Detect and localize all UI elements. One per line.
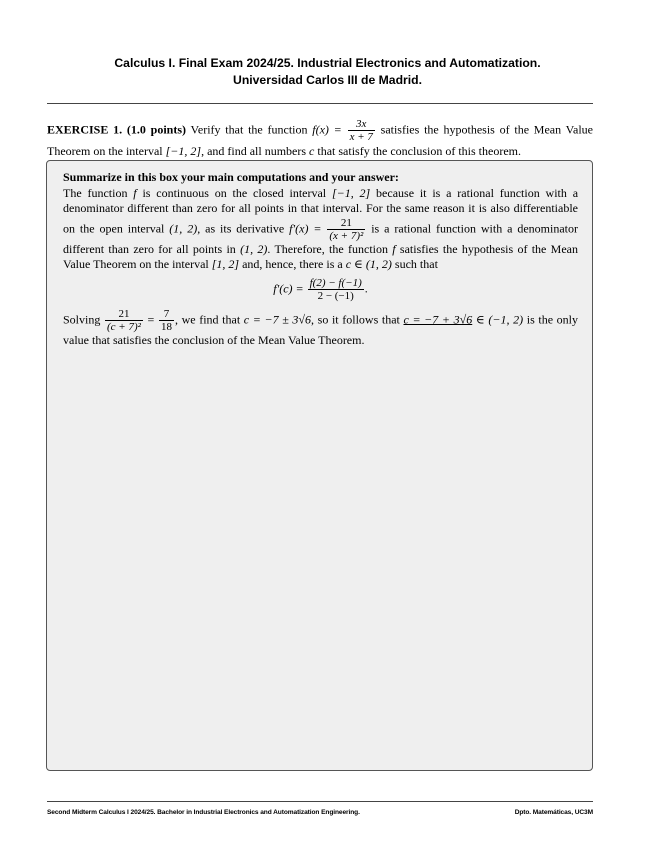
answer-box <box>46 160 593 771</box>
derivative-fraction <box>327 217 365 242</box>
function-fraction <box>348 118 375 143</box>
header-title: Calculus I. Final Exam 2024/25. Industrial Electronics and Automatization. <box>114 56 541 70</box>
final-answer: c = −7 + 3√6 <box>403 311 473 326</box>
fraction-denominator: 18 <box>160 320 172 333</box>
fraction-numerator: 21 <box>105 308 143 321</box>
answer-text: is continuous on the closed interval <box>136 185 332 200</box>
interval: [−1, 2] <box>165 144 202 158</box>
fraction-numerator: f(2) − f(−1) <box>309 276 362 289</box>
answer-paragraph-1 <box>63 186 578 273</box>
exercise-statement <box>47 118 593 159</box>
fraction-denominator: (c + 7)² <box>106 320 141 333</box>
footer-divider <box>47 801 593 802</box>
math-f: f <box>133 185 137 200</box>
math-f: f <box>392 241 396 256</box>
answer-text: The function <box>63 185 134 200</box>
exercise-text: Verify that the function <box>186 122 313 137</box>
mvt-lhs: f′(c) = <box>273 280 307 295</box>
solve-fraction-left <box>105 308 143 333</box>
answer-text: . Therefore, the function <box>267 241 393 256</box>
exercise-title: EXERCISE 1. (1.0 points) <box>47 122 186 137</box>
answer-text: , so it follows that <box>311 311 404 326</box>
solve-fraction-right <box>159 308 174 333</box>
fraction-numerator: 7 <box>159 308 174 321</box>
mvt-equation <box>63 277 578 302</box>
interval: (1, 2) <box>169 220 198 235</box>
answer-text: , as its derivative <box>197 220 290 235</box>
fraction-numerator: 3x <box>348 118 375 131</box>
exercise-text: satisfies the hypothesis of the Mean Value Theorem on the interval <box>47 122 593 158</box>
fraction-denominator: x + 7 <box>349 131 373 143</box>
header-divider <box>47 103 593 104</box>
answer-text: is a rational function with a denominator different than zero for all points in <box>63 220 578 256</box>
answer-text: satisfies the hypothesis of the Mean Value Theorem on the interval <box>63 241 578 271</box>
interval: [−1, 2] <box>331 185 371 200</box>
footer-department: Dpto. Matemáticas, UC3M <box>514 809 593 816</box>
fraction-denominator: 2 − (−1) <box>317 289 354 302</box>
function-label: f(x) = <box>312 122 347 137</box>
equals-sign: = <box>143 311 158 326</box>
c-solutions: c = −7 ± 3√6 <box>243 311 312 326</box>
header-university: Universidad Carlos III de Madrid. <box>233 73 422 87</box>
interval: [1, 2] <box>211 257 240 271</box>
answer-paragraph-2 <box>63 308 578 349</box>
exercise-text: , and find all numbers <box>201 144 310 158</box>
interval: (1, 2) <box>240 241 268 256</box>
answer-text: and, hence, there is a <box>239 257 346 271</box>
fraction-denominator: (x + 7)² <box>329 229 364 242</box>
answer-text: Solving <box>63 311 104 326</box>
math-c-membership: c ∈ (1, 2) <box>345 257 392 271</box>
final-answer-interval: ∈ (−1, 2) <box>472 311 524 326</box>
answer-heading: Summarize in this box your main computations and your answer: <box>63 170 399 184</box>
exercise-text: that satisfy the conclusion of this theorem. <box>314 144 521 158</box>
answer-content <box>63 170 578 348</box>
exam-header <box>0 55 655 89</box>
answer-text: is the only value that satisfies the conclusion of the Mean Value Theorem. <box>63 311 578 347</box>
fraction-numerator: 21 <box>327 217 365 230</box>
page-footer <box>47 809 593 816</box>
answer-text: , we find that <box>174 311 244 326</box>
footer-course: Second Midterm Calculus I 2024/25. Bachelor in Industrial Electronics and Automatization Engineering. <box>47 809 360 816</box>
derivative-label: f′(x) = <box>289 220 327 235</box>
variable-c: c <box>309 144 315 158</box>
answer-text: such that <box>391 257 438 271</box>
equation-period: . <box>364 280 368 295</box>
mvt-fraction <box>308 277 364 302</box>
answer-text: because it is a rational function with a denominator different than zero for all points in that interval. For the same reason it is also differentiable on the open interval <box>63 185 579 235</box>
